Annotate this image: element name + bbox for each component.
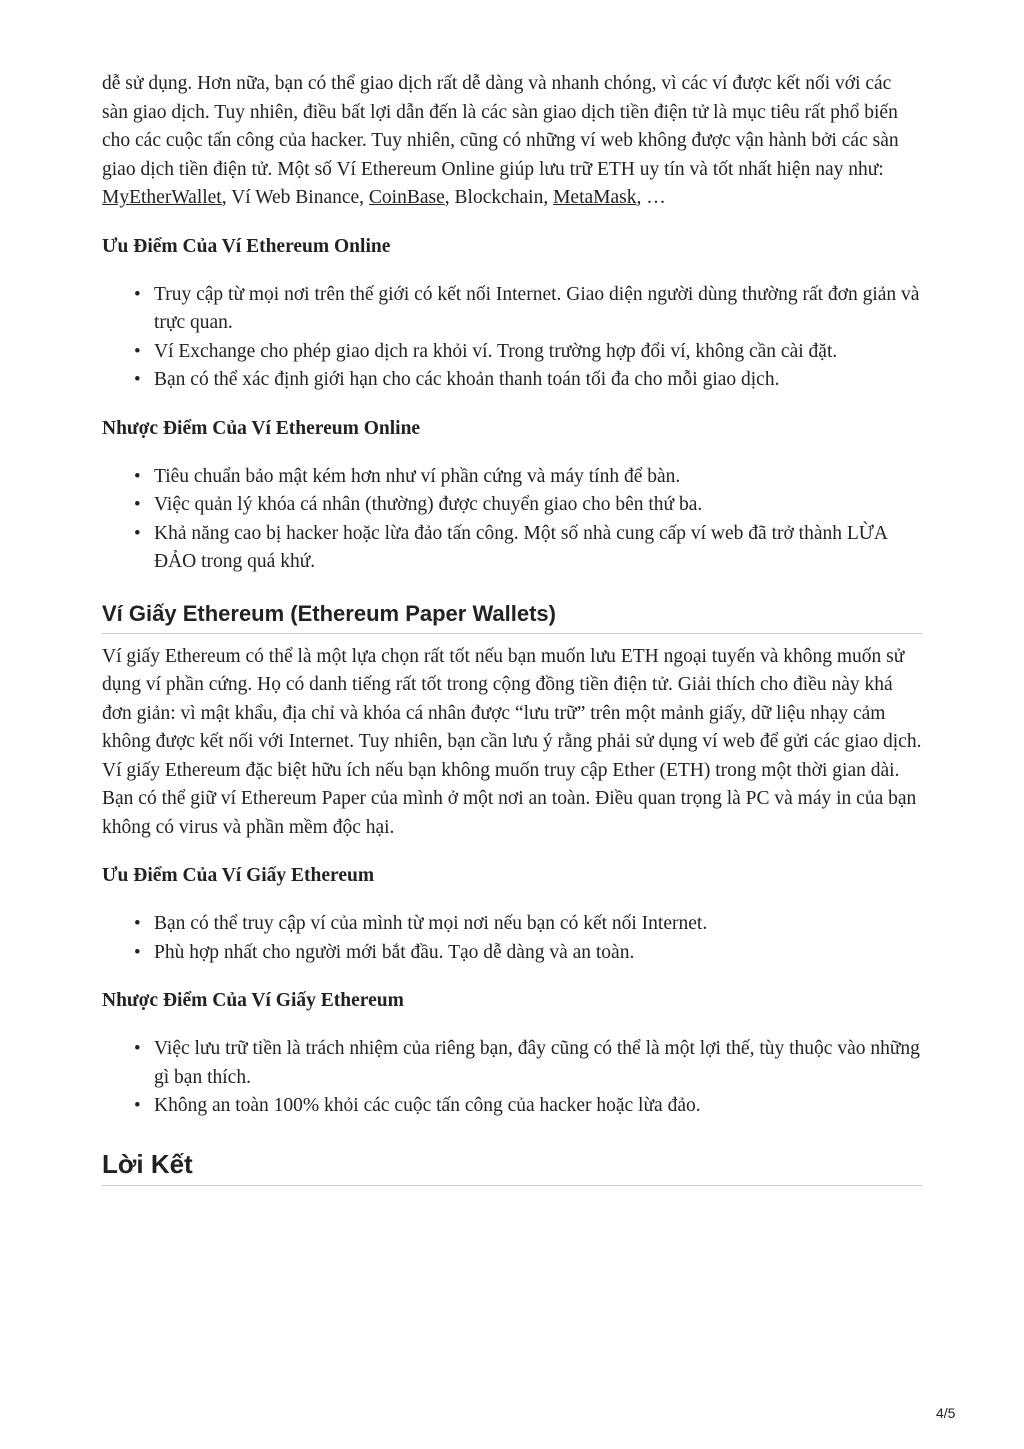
list-item (134, 281, 922, 338)
list-item (134, 910, 922, 939)
online-cons-heading: Nhược Điểm Của Ví Ethereum Online (102, 417, 421, 439)
paper-cons-heading: Nhược Điểm Của Ví Giấy Ethereum (102, 990, 404, 1011)
bullet-icon: • (134, 913, 141, 934)
paper-pros-heading: Ưu Điểm Của Ví Giấy Ethereum (102, 865, 375, 886)
intro-text-mid1: , Ví Web Binance, (221, 187, 369, 208)
bullet-icon: • (134, 465, 141, 487)
bullet-icon: • (134, 1095, 141, 1116)
list-item-text: Bạn có thể xác định giới hạn cho các khoản thanh toán tối đa cho mỗi giao dịch. (154, 369, 780, 390)
intro-text: dễ sử dụng. Hơn nữa, bạn có thể giao dịch rất dễ dàng và nhanh chóng, vì các ví được kết nối với các sàn giao dịch. Tuy nhiên, điều bất lợi dẫn đến là các sàn giao dịch tiền điện tử là mục tiêu rất phổ biến cho các cuộc tấn công của hacker. Tuy nhiên, cũng có những ví web không được vận hành bởi các sàn giao dịch tiền điện tử. Một số Ví Ethereum Online giúp lưu trữ ETH uy tín và tốt nhất hiện nay như: (102, 73, 899, 180)
list-item (134, 939, 922, 968)
list-item (134, 463, 922, 492)
list-item-text: Việc lưu trữ tiền là trách nhiệm của riêng bạn, đây cũng có thể là một lợi thế, tùy thuộc vào những gì bạn thích. (154, 1038, 920, 1088)
online-cons-list (102, 463, 922, 577)
bullet-icon: • (134, 283, 141, 305)
list-item (134, 491, 922, 520)
bullet-icon: • (134, 369, 141, 390)
paper-pros-list (102, 910, 922, 967)
bullet-icon: • (134, 522, 141, 544)
conclusion-section-title: Lời Kết (102, 1147, 922, 1186)
intro-text-end: , … (636, 187, 666, 208)
paper-wallet-section-title: Ví Giấy Ethereum (Ethereum Paper Wallets) (102, 599, 922, 634)
paper-cons-list (102, 1035, 922, 1121)
list-item-text: Bạn có thể truy cập ví của mình từ mọi nơi nếu bạn có kết nối Internet. (154, 913, 708, 934)
list-item (134, 366, 922, 395)
list-item (134, 1035, 922, 1092)
bullet-icon: • (134, 340, 141, 362)
list-item-text: Truy cập từ mọi nơi trên thế giới có kết nối Internet. Giao diện người dùng thường rất đơn giản và trực quan. (154, 283, 920, 333)
page-number: 4/5 (936, 1405, 956, 1421)
intro-paragraph (102, 70, 922, 213)
bullet-icon: • (134, 941, 141, 963)
list-item-text: Khả năng cao bị hacker hoặc lừa đảo tấn công. Một số nhà cung cấp ví web đã trở thành LỪA ĐẢO trong quá khứ. (154, 522, 887, 572)
online-pros-heading: Ưu Điểm Của Ví Ethereum Online (102, 235, 391, 257)
bullet-icon: • (134, 1038, 141, 1059)
paper-wallet-paragraph: Ví giấy Ethereum có thể là một lựa chọn rất tốt nếu bạn muốn lưu ETH ngoại tuyến và không muốn sử dụng ví phần cứng. Họ có danh tiếng rất tốt trong cộng đồng tiền điện tử. Giải thích cho điều này khá đơn giản: vì mật khẩu, địa chỉ và khóa cá nhân được “lưu trữ” trên một mảnh giấy, dữ liệu nhạy cảm không được kết nối với Internet. Tuy nhiên, bạn cần lưu ý rằng phải sử dụng ví web để gửi các giao dịch. Ví giấy Ethereum đặc biệt hữu ích nếu bạn không muốn truy cập Ether (ETH) trong một thời gian dài. Bạn có thể giữ ví Ethereum Paper của mình ở một nơi an toàn. Điều quan trọng là PC và máy in của bạn không có virus và phần mềm độc hại. (102, 645, 922, 838)
coinbase-link[interactable]: CoinBase (368, 187, 445, 208)
metamask-link[interactable]: MetaMask (553, 187, 637, 208)
intro-text-mid2: , Blockchain, (444, 187, 554, 208)
list-item-text: Việc quản lý khóa cá nhân (thường) được chuyển giao cho bên thứ ba. (154, 494, 703, 515)
list-item (134, 520, 922, 577)
list-item-text: Ví Exchange cho phép giao dịch ra khỏi ví. Trong trường hợp đổi ví, không cần cài đặt. (154, 340, 838, 362)
myetherwallet-link[interactable]: MyEtherWallet (102, 187, 222, 208)
list-item-text: Không an toàn 100% khỏi các cuộc tấn công của hacker hoặc lừa đảo. (154, 1095, 701, 1116)
list-item (134, 338, 922, 367)
list-item-text: Phù hợp nhất cho người mới bắt đầu. Tạo dễ dàng và an toàn. (154, 941, 635, 963)
online-pros-list (102, 281, 922, 395)
bullet-icon: • (134, 494, 141, 515)
list-item-text: Tiêu chuẩn bảo mật kém hơn như ví phần cứng và máy tính để bàn. (154, 465, 681, 487)
article-content (102, 70, 922, 1186)
list-item (134, 1092, 922, 1121)
